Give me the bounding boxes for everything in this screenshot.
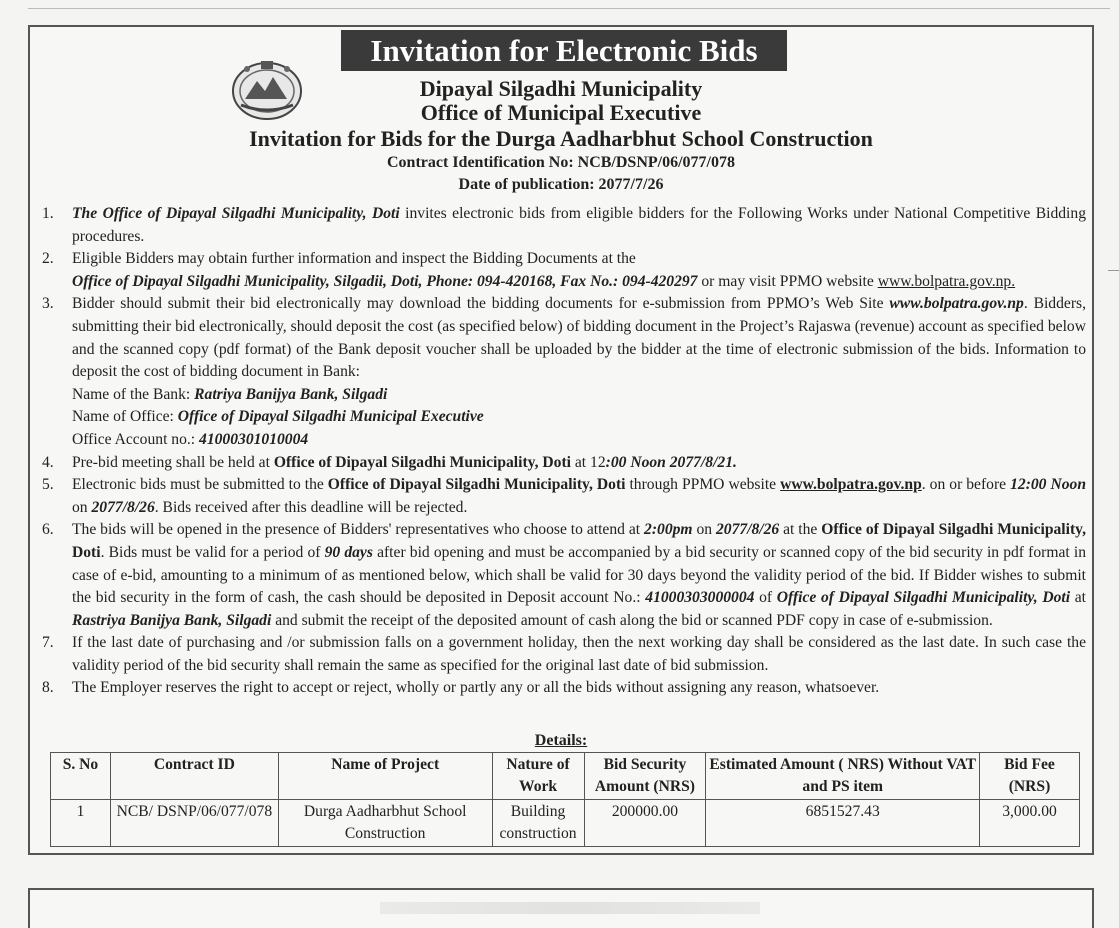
notice-body <box>38 203 1086 700</box>
details-heading: Details: <box>534 732 588 749</box>
col-header: S. No <box>51 753 111 800</box>
list-item: 7. If the last date of purchasing and /or submission falls on a government holiday, then the next working day shall be considered as the last date. In such case the validity period of the bid security shall remain the same as specified for the original last date of bid submission. <box>42 634 1086 674</box>
notice-frame <box>28 25 1094 855</box>
notice-title: Invitation for Bids for the Durga Aadharbhut School Construction <box>249 126 873 151</box>
list-item: 5. Electronic bids must be submitted to the Office of Dipayal Silgadhi Municipality, Doti through PPMO website www.bolpatra.gov.np. on or before 12:00 Noon on 2077/8/26. Bids received after this deadline will be rejected. <box>42 476 1087 516</box>
list-item: 1. The Office of Dipayal Silgadhi Municipality, Doti invites electronic bids from eligible bidders for the Following Works under National Competitive Bidding procedures. <box>42 205 1086 245</box>
table-cell: 200000.00 <box>584 800 706 847</box>
office-name: Office of Municipal Executive <box>420 100 702 125</box>
list-item: 3. Bidder should submit their bid electronically may download the bidding documents for e-submission from PPMO’s Web Site www.bolpatra.gov.np. Bidders, submitting their bid electronically, should deposit the cost (as specified below) of bidding document in the Project’s Rajaswa (revenue) account as specified below and the scanned copy (pdf format) of the Bank deposit voucher shall be uploaded by the bidder at the time of electronic submission of the bids. Information to deposit the cost of bidding document in Bank: Name of the Bank: Ratriya Banijya Bank, Silgadi Name of Office: Office of Dipayal Silgadhi Municipal Executive Office Account no.: 41000301010004 <box>42 295 1086 448</box>
notice-banner: Invitation for Electronic Bids <box>341 30 787 71</box>
table-cell: Durga Aadharbhut School Construction <box>278 800 492 847</box>
col-header: Name of Project <box>278 753 492 800</box>
ppmo-link[interactable]: www.bolpatra.gov.np <box>889 295 1024 313</box>
table-cell: 3,000.00 <box>980 800 1080 847</box>
sheet-edge <box>28 8 1110 9</box>
list-item: 6. The bids will be opened in the presence of Bidders' representatives who choose to attend at 2:00pm on 2077/8/26 at the Office of Dipayal Silgadhi Municipality, Doti. Bids must be valid for a period of 90 days after bid opening and must be accompanied by a bid security or scanned copy of the bid security in pdf format in case of e-bid, amounting to a minimum of as mentioned below, which shall be valid for 30 days beyond the validity period of the bid. If Bidder wishes to submit the bid security in the form of cash, the cash should be deposited in Deposit account No.: 41000303000004 of Office of Dipayal Silgadhi Municipality, Doti at Rastriya Banijya Bank, Silgadi and submit the receipt of the deposited amount of cash along the bid or scanned PDF copy in case of e-submission. <box>42 521 1087 629</box>
org-name: Dipayal Silgadhi Municipality <box>419 76 703 101</box>
next-notice-frame <box>28 888 1094 928</box>
details-table <box>50 752 1080 847</box>
table-cell: 6851527.43 <box>706 800 980 847</box>
col-header: Bid Fee (NRS) <box>980 753 1080 800</box>
list-item: 4. Pre-bid meeting shall be held at Office of Dipayal Silgadhi Municipality, Doti at 12:00 Noon 2077/8/21. <box>42 453 737 471</box>
table-header-row <box>51 753 1080 800</box>
col-header: Nature of Work <box>492 753 584 800</box>
table-cell: Building construction <box>492 800 584 847</box>
list-item: 2. Eligible Bidders may obtain further information and inspect the Bidding Documents at the Office of Dipayal Silgadhi Municipality, Silgadii, Doti, Phone: 094-420168, Fax No.: 094-420297 or may visit PPMO website www.bolpatra.gov.np. <box>42 250 1016 290</box>
col-header: Bid Security Amount (NRS) <box>584 753 706 800</box>
list-item: 8. The Employer reserves the right to accept or reject, wholly or partly any or all the bids without assigning any reason, whatsoever. <box>42 679 880 697</box>
ppmo-link[interactable]: www.bolpatra.gov.np. <box>877 272 1016 290</box>
contract-id-line: Contract Identification No: NCB/DSNP/06/077/078 <box>387 154 735 171</box>
table-row <box>51 800 1080 847</box>
col-header: Contract ID <box>110 753 278 800</box>
ppmo-link[interactable]: www.bolpatra.gov.np <box>780 476 922 494</box>
col-header: Estimated Amount ( NRS) Without VAT and PS item <box>706 753 980 800</box>
table-cell: 1 <box>51 800 111 847</box>
next-notice-title-faded <box>380 902 760 914</box>
table-cell: NCB/ DSNP/06/077/078 <box>110 800 278 847</box>
page-edge-mark <box>1108 270 1119 271</box>
publication-date: Date of publication: 2077/7/26 <box>458 176 664 193</box>
